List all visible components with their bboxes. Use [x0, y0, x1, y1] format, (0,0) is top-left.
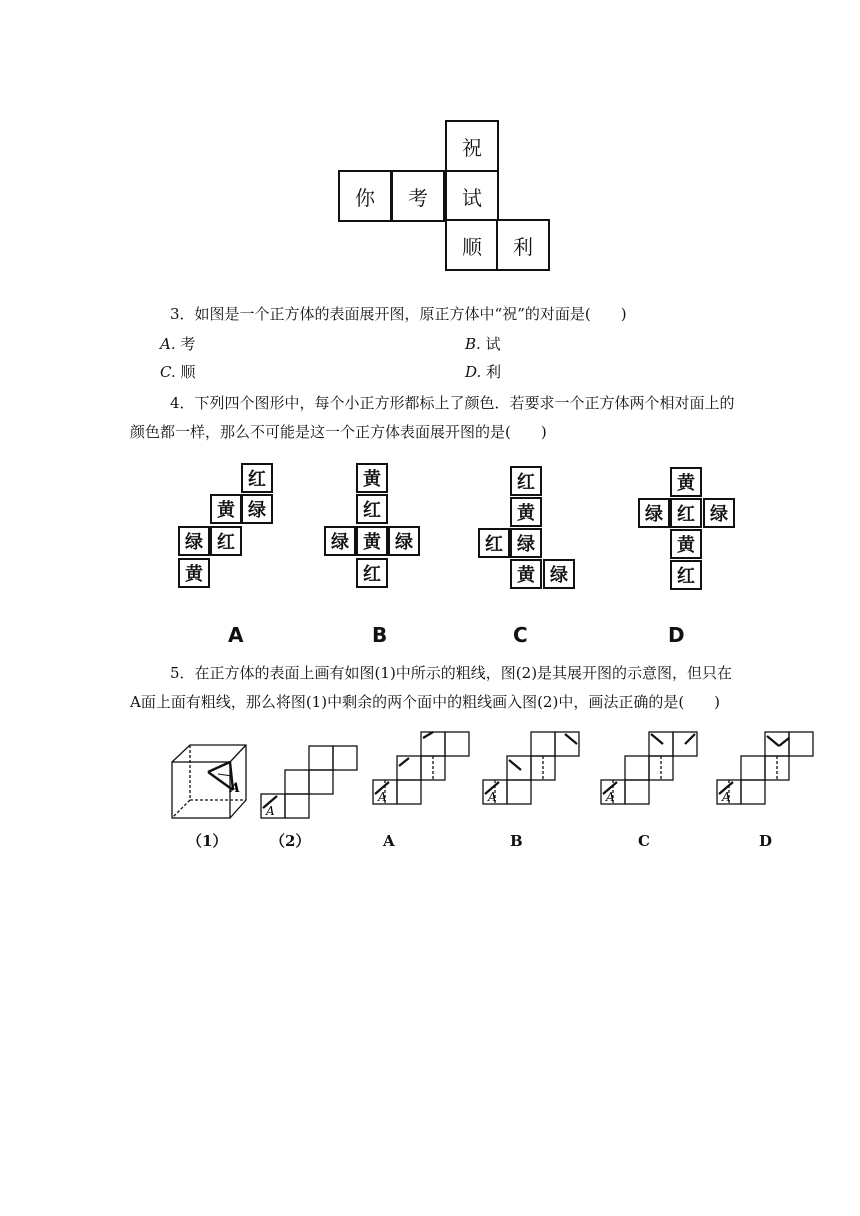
- net-cell-shi: 试: [445, 170, 499, 222]
- q5-cube-figure: [160, 742, 250, 822]
- q3-option-b[interactable]: [465, 334, 501, 354]
- face-a-label: A: [378, 790, 387, 804]
- net-cell: 黄: [210, 494, 242, 524]
- net-cell: 绿: [241, 494, 273, 524]
- q5-option-d-label[interactable]: D: [759, 832, 773, 850]
- option-letter: A.: [160, 335, 176, 353]
- q5-option-b-net[interactable]: [480, 728, 582, 808]
- net-cell: 红: [478, 528, 510, 558]
- net-cell: 黄: [670, 529, 702, 559]
- q3-option-c[interactable]: [160, 362, 196, 382]
- option-text: 顺: [180, 363, 196, 381]
- q3-option-d[interactable]: [465, 362, 501, 382]
- face-a-label: A: [266, 804, 275, 818]
- q4-label-d[interactable]: D: [668, 623, 685, 647]
- net-cell: 绿: [388, 526, 420, 556]
- net-cell: 黄: [356, 526, 388, 556]
- net-cell-li: 利: [496, 219, 550, 271]
- net-cell-ni: 你: [338, 170, 392, 222]
- question-3-stem: 3．如图是一个正方体的表面展开图，原正方体中“祝”的对面是( ): [170, 305, 627, 323]
- net-cell: 黄: [510, 559, 542, 589]
- face-a-label: A: [606, 790, 615, 804]
- q4-label-c[interactable]: C: [513, 623, 528, 647]
- q5-option-c-net[interactable]: [598, 728, 700, 808]
- net-cell: 绿: [178, 526, 210, 556]
- net-cell: 黄: [356, 463, 388, 493]
- net-cell: 黄: [510, 497, 542, 527]
- q4-label-b[interactable]: B: [372, 623, 388, 647]
- q5-figure-2-label: （2）: [270, 832, 311, 850]
- net-cell: 红: [356, 494, 388, 524]
- question-5-stem-line2: A面上面有粗线，那么将图(1)中剩余的两个面中的粗线画入图(2)中，画法正确的是( ): [130, 693, 721, 711]
- net-cell-shun: 顺: [445, 219, 499, 271]
- question-5-stem-line1: 5．在正方体的表面上画有如图(1)中所示的粗线，图(2)是其展开图的示意图，但只在: [170, 664, 733, 682]
- q5-net-figure-2: [258, 738, 360, 822]
- q4-label-a[interactable]: A: [228, 623, 244, 647]
- net-cell: 红: [510, 466, 542, 496]
- net-cell: 红: [670, 498, 702, 528]
- face-a-label: A: [722, 790, 731, 804]
- q5-option-a-label[interactable]: A: [383, 832, 395, 850]
- net-cell: 绿: [510, 528, 542, 558]
- option-text: 考: [180, 335, 196, 353]
- net-cell-zhu: 祝: [445, 120, 499, 172]
- net-cell: 绿: [703, 498, 735, 528]
- net-cell: 绿: [324, 526, 356, 556]
- net-cell: 红: [210, 526, 242, 556]
- net-cell: 红: [356, 558, 388, 588]
- net-cell: 绿: [543, 559, 575, 589]
- net-cell: 黄: [178, 558, 210, 588]
- question-4-stem-line1: 4．下列四个图形中，每个小正方形都标上了颜色．若要求一个正方体两个相对面上的: [170, 394, 735, 412]
- question-4-stem-line2: 颜色都一样，那么不可能是这一个正方体表面展开图的是( ): [130, 423, 547, 441]
- net-cell: 红: [241, 463, 273, 493]
- option-letter: D.: [465, 363, 482, 381]
- net-cell: 黄: [670, 467, 702, 497]
- q5-option-b-label[interactable]: B: [510, 832, 523, 850]
- q5-option-d-net[interactable]: [714, 728, 816, 808]
- q5-figure-1-label: （1）: [187, 832, 228, 850]
- face-a-label: A: [488, 790, 497, 804]
- net-cell: 红: [670, 560, 702, 590]
- option-letter: B.: [465, 335, 481, 353]
- option-text: 利: [486, 363, 502, 381]
- q3-option-a[interactable]: [160, 334, 195, 354]
- net-cell: 绿: [638, 498, 670, 528]
- q5-option-a-net[interactable]: [370, 728, 472, 808]
- q5-option-c-label[interactable]: C: [638, 832, 650, 850]
- face-a-label: A: [230, 781, 241, 796]
- net-cell-kao: 考: [391, 170, 445, 222]
- option-text: 试: [485, 335, 501, 353]
- option-letter: C.: [160, 363, 176, 381]
